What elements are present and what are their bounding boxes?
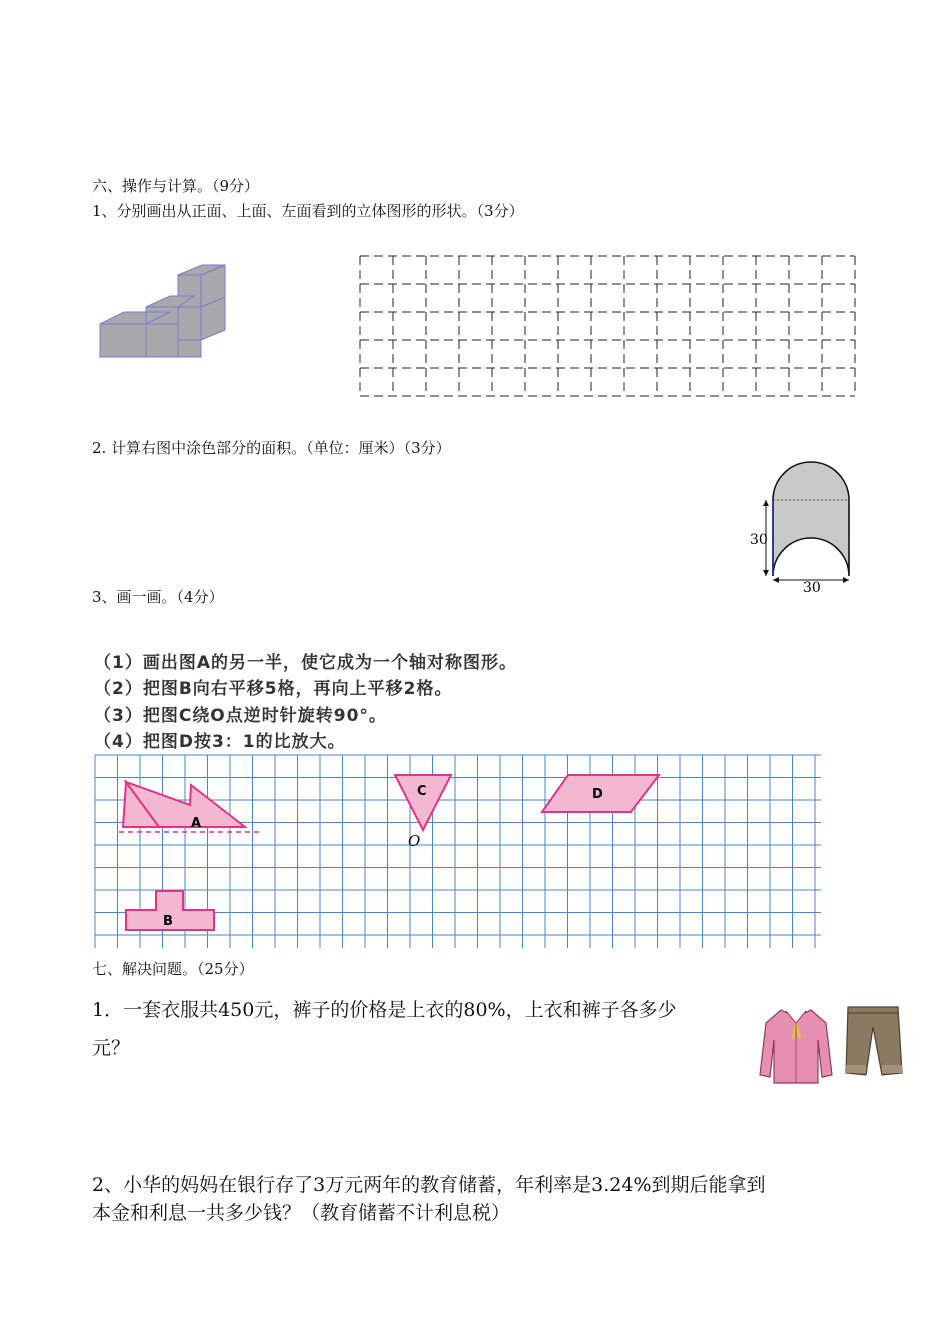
s7-q1-line2: 元？ (92, 1037, 131, 1059)
s7-q2-line1: 2、小华的妈妈在银行存了3万元两年的教育储蓄，年利率是3.24%到期后能拿到 (92, 1174, 766, 1196)
point-o-label: O (408, 832, 421, 850)
width-label: 30 (803, 580, 821, 596)
q3-instruction-2: （2）把图B向右平移5格，再向上平移2格。 (94, 679, 453, 699)
cube-solid-figure (98, 263, 228, 358)
q3-text: 3、画一画。（4分） (92, 588, 224, 606)
shape-a-label: A (191, 816, 202, 831)
s7-q1-line1: 1．一套衣服共450元，裤子的价格是上衣的80%，上衣和裤子各多少 (92, 999, 677, 1021)
q3-instruction-4: （4）把图D按3：1的比放大。 (94, 732, 346, 752)
q3-instruction-1: （1）画出图A的另一半，使它成为一个轴对称图形。 (94, 653, 517, 673)
shape-c-label: C (417, 784, 427, 799)
section6-title: 六、操作与计算。（9分） (92, 177, 260, 195)
s7-q2-line2: 本金和利息一共多少钱？（教育储蓄不计利息税） (92, 1202, 511, 1224)
q2-text: 2. 计算右图中涂色部分的面积。（单位：厘米）（3分） (92, 439, 451, 457)
pants-icon (842, 1005, 904, 1077)
shaded-area-figure (748, 458, 858, 598)
shape-grid[interactable] (95, 755, 825, 950)
shape-d-label: D (592, 787, 603, 802)
drawing-grid[interactable] (360, 254, 860, 396)
height-label: 30 (750, 532, 768, 548)
jacket-icon (756, 1005, 836, 1085)
q3-instruction-3: （3）把图C绕O点逆时针旋转90°。 (94, 706, 387, 726)
shape-b-label: B (163, 914, 173, 929)
section7-title: 七、解决问题。（25分） (92, 960, 254, 978)
q1-text: 1、分别画出从正面、上面、左面看到的立体图形的形状。（3分） (92, 202, 524, 220)
